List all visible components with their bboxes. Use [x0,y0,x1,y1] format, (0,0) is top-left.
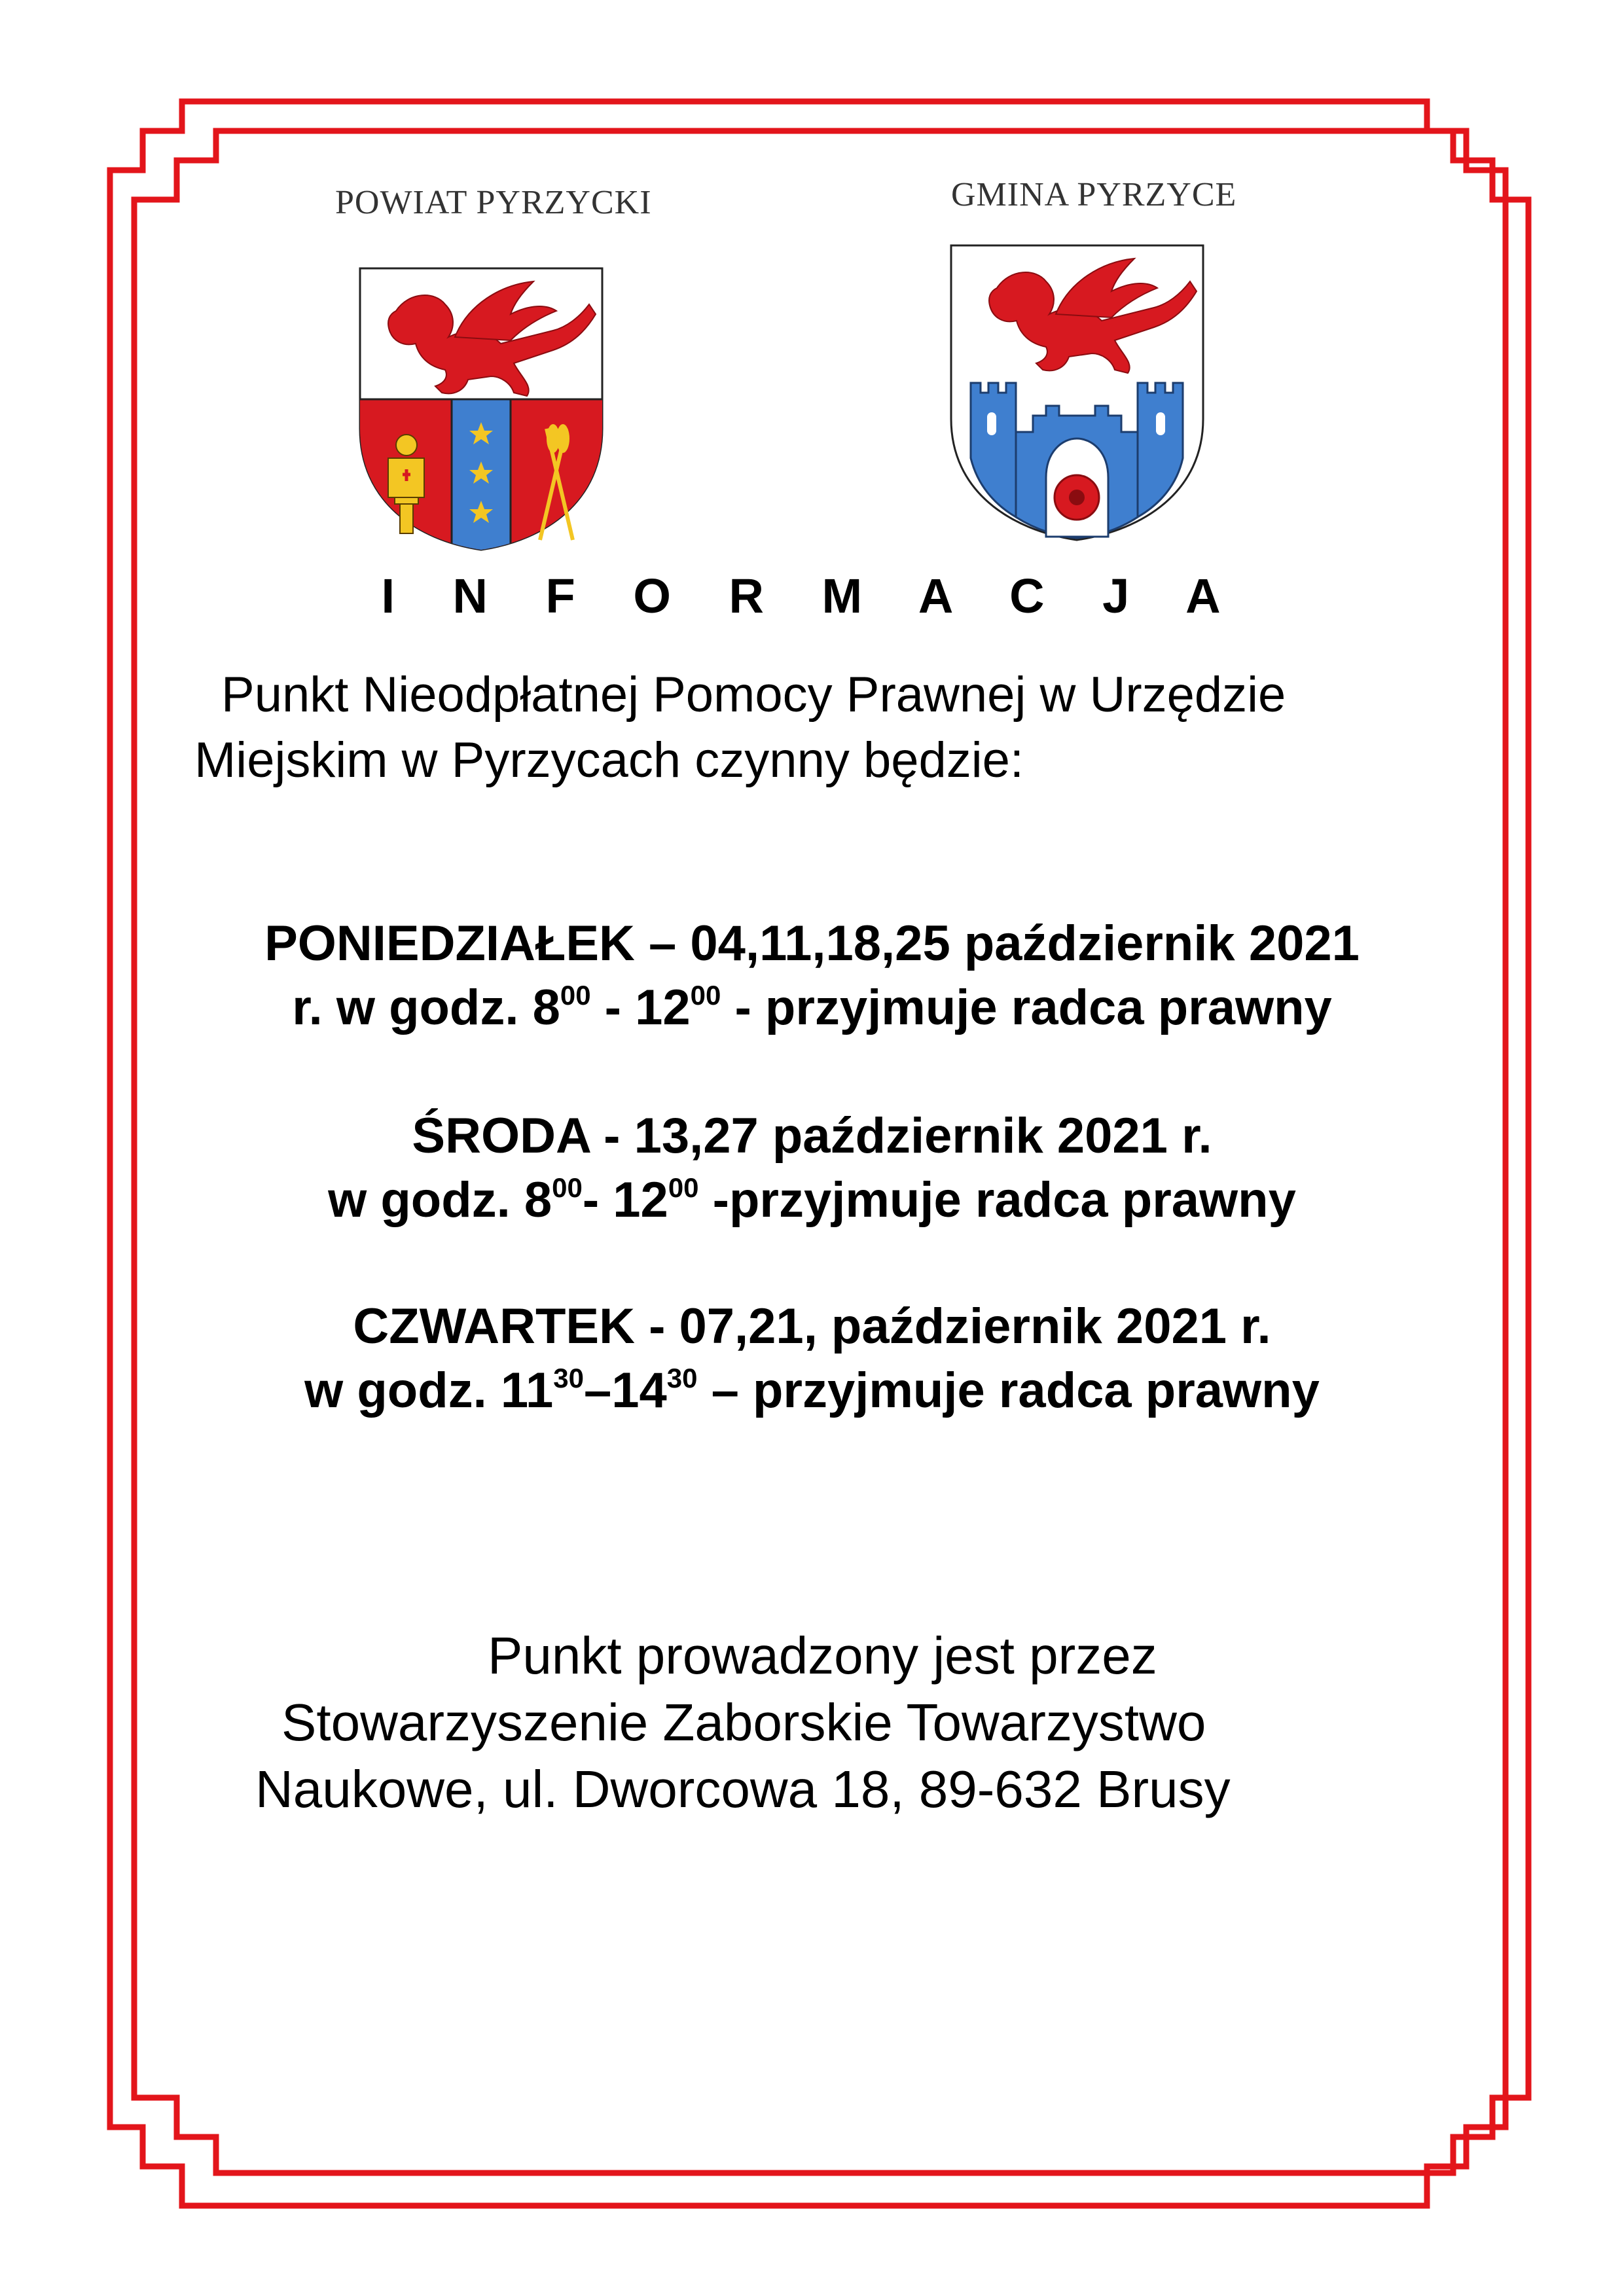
page-title: I N F O R M A C J A [381,569,1243,623]
schedule-monday [0,912,1624,1040]
organizer-line-3: Naukowe, ul. Dworcowa 18, 89-632 Brusy [255,1760,1231,1818]
gmina-label: GMINA PYRZYCE [951,176,1237,213]
schedule-monday-hours: r. w godz. $8^{00} - 12^{00}$ - przyjmuje radca prawny [292,980,1332,1035]
intro-line-2: Miejskim w Pyrzycach czynny będzie: [194,732,1024,788]
schedule-thursday-date: CZWARTEK - 07,21, październik 2021 r. [353,1299,1271,1354]
organizer-line-2: Stowarzyszenie Zaborskie Towarzystwo [281,1693,1206,1751]
schedule-wednesday [0,1104,1624,1232]
powiat-label: POWIAT PYRZYCKI [335,184,652,221]
schedule-thursday [0,1295,1624,1423]
schedule-wednesday-hours: w godz. $8^{00}-$ $12^{00}$ -przyjmuje radca prawny [328,1172,1296,1228]
powiat-pyrzycki-crest [357,265,605,553]
schedule-thursday-hours: w godz. $11^{30}-14^{30}$ – przyjmuje radca prawny [304,1363,1320,1418]
gmina-pyrzyce-crest [948,242,1206,543]
schedule-monday-date: PONIEDZIAŁEK – 04,11,18,25 październik 2021 [264,916,1360,971]
schedule-wednesday-date: ŚRODA - 13,27 październik 2021 r. [412,1108,1212,1164]
intro-line-1: Punkt Nieodpłatnej Pomocy Prawnej w Urzędzie [221,667,1286,723]
organizer-line-1: Punkt prowadzony jest przez [488,1626,1157,1685]
